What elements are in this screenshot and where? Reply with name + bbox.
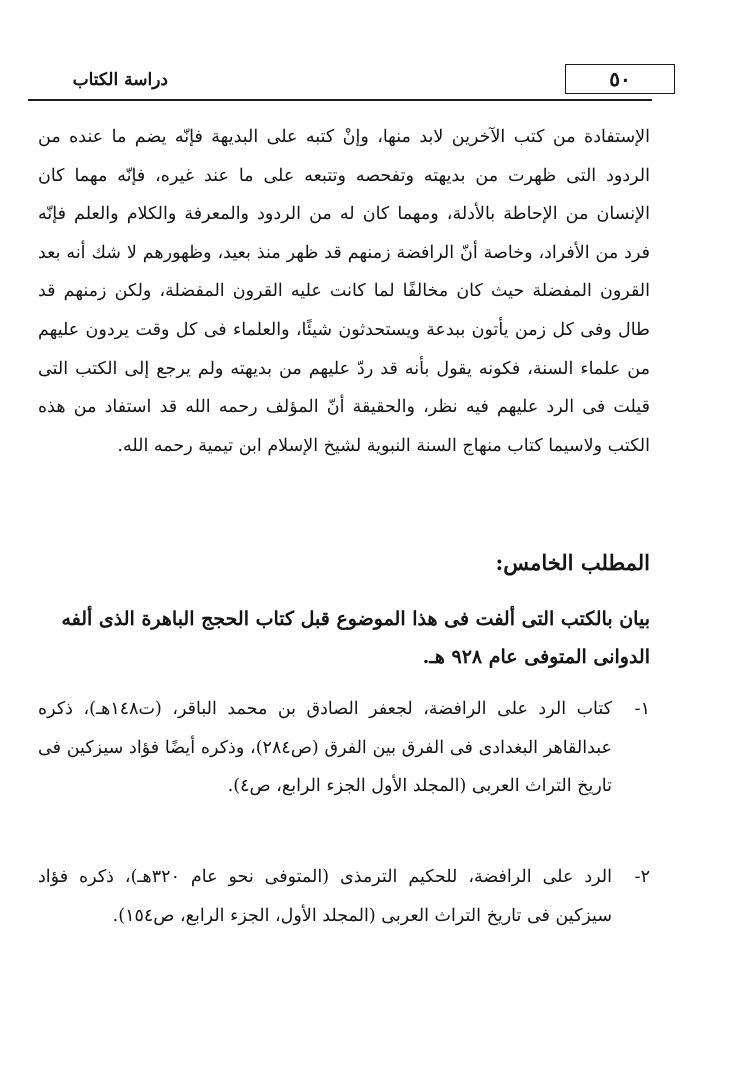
subheading: بيان بالكتب التى ألفت فى هذا الموضوع قبل كتاب الحجج الباهرة الذى ألفه الدوانى المتوفى عام ٩٢٨ هـ. — [61, 608, 650, 668]
running-title: دراسة الكتاب — [72, 70, 168, 90]
reference-item — [38, 690, 650, 806]
reference-number: ٢- — [634, 867, 650, 887]
header-rule — [28, 99, 652, 101]
page-number: ٥٠ — [565, 64, 675, 94]
reference-item — [38, 858, 650, 935]
reference-text: كتاب الرد على الرافضة، لجعفر الصادق بن محمد الباقر، (ت١٤٨هـ)، ذكره عبدالقاهر البغدادى فى الفرق بين الفرق (ص٢٨٤)، وذكره أيضًا فؤاد سيزكين فى تاريخ التراث العربى (المجلد الأول الجزء الرابع، ص٤). — [38, 699, 613, 797]
page-header — [28, 58, 650, 100]
reference-list — [38, 690, 650, 806]
reference-number: ١- — [634, 699, 650, 719]
body-paragraph: الإستفادة من كتب الآخرين لابد منها، وإنْ كتبه على البديهة فإنّه يضم ما عنده من الردود التى ظهرت من بديهته وتفحصه وتتبعه على ما عند غيره، فإنّه مهما كان الإنسان من الإحاطة بالأدلة، ومهما كان له من الردود والمعرفة والكلام والعلم فإنّه فرد من الأفراد، وخاصة أنّ الرافضة زمنهم قد ظهر منذ بعيد، وظهورهم لا شك أنه بعد القرون المفضلة حيث كان مخالفًا لما كانت عليه القرون المفضلة، ولكن زمنهم قد طال وفى كل زمن يأتون ببدعة ويستحدثون شيئًا، والعلماء فى كل وقت يردون عليهم من علماء السنة، فكونه يقول بأنه قد ردّ عليهم من بديهته ولم يرجع إلى الكتب التى قيلت فى الرد عليهم فيه نظر، والحقيقة أنّ المؤلف رحمه الله قد استفاد من هذه الكتب ولاسيما كتاب منهاج السنة النبوية لشيخ الإسلام ابن تيمية رحمه الله. — [38, 127, 650, 456]
section-heading: المطلب الخامس: — [495, 550, 650, 575]
reference-list — [38, 858, 650, 935]
reference-text: الرد على الرافضة، للحكيم الترمذى (المتوفى نحو عام ٣٢٠هـ)، ذكره فؤاد سيزكين فى تاريخ التراث العربى (المجلد الأول، الجزء الرابع، ص١٥٤). — [38, 867, 612, 926]
